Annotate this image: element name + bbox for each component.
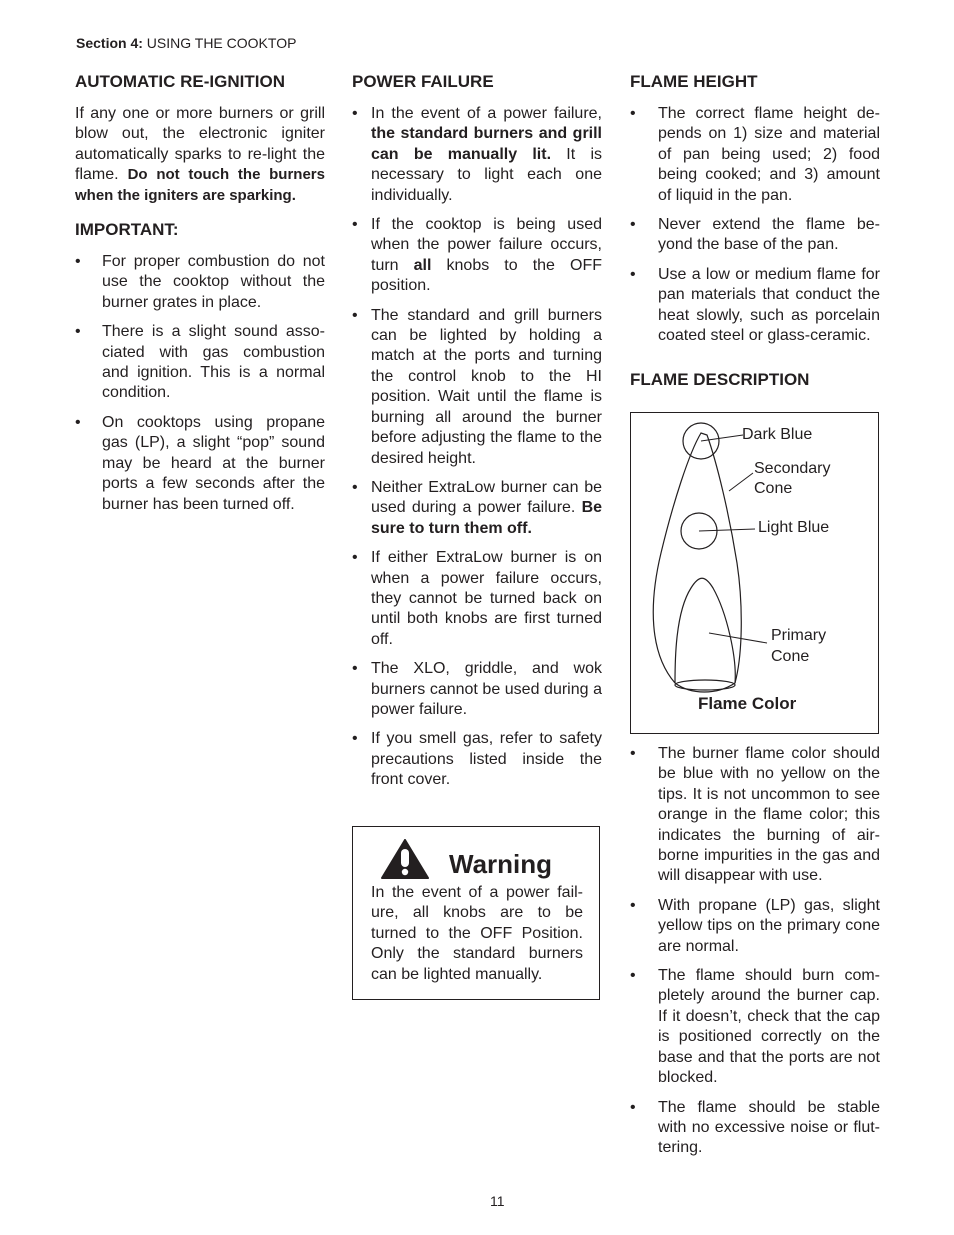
label-dark-blue: Dark Blue <box>742 426 813 443</box>
important-list <box>75 252 325 515</box>
label-secondary-cone: Cone <box>754 480 793 497</box>
heading-flame-description: FLAME DESCRIPTION <box>630 370 810 390</box>
section-label: Section 4: <box>76 35 143 51</box>
list-item: • With propane (LP) gas, slight yellow tips on the primary cone are normal. <box>630 896 880 955</box>
list-item: • Never extend the flame be-yond the base of the pan. <box>630 216 880 254</box>
list-item: • There is a slight sound asso-ciated with gas combustion and ignition. This is a normal condition. <box>75 323 325 402</box>
warning-title: Warning <box>449 849 553 879</box>
list-item: • If the cooktop is being used when the power failure occurs, turn all knobs to the OFF position. <box>352 216 603 295</box>
list-item: • In the event of a power failure, the standard burners and grill can be manually lit. It is necessary to light each one individually. <box>352 105 602 204</box>
heading-auto-reignition: AUTOMATIC RE-IGNITION <box>75 72 285 91</box>
list-item: • The flame should be stable with no excessive noise or flut-tering. <box>630 1098 880 1157</box>
list-item: • Neither ExtraLow burner can be used during a power failure. Be sure to turn them off. <box>352 478 603 537</box>
list-item: • On cooktops using propane gas (LP), a slight “pop” sound may be heard at the burner ports a few seconds after the burner has been turned off. <box>75 413 325 513</box>
list-item: • The standard and grill burners can be lighted by holding a match at the ports and turning the control knob to the HI position. Wait until the flame is burning all around the burner before adjusting the flame to the desired height. <box>352 306 602 467</box>
reignition-paragraph <box>75 104 325 206</box>
column-power-failure <box>352 70 602 800</box>
warning-text: In the event of a power fail-ure, all knobs are to be turned to the OFF Position. Only the standard burners can be lighted manually. <box>371 884 583 983</box>
page-number: 11 <box>490 1193 505 1209</box>
list-item: • The XLO, griddle, and wok burners cannot be used during a power failure. <box>352 660 602 718</box>
list-item: • The flame should burn com-pletely around the burner cap. If it doesn’t, check that the cap is positioned correctly on the base and that the ports are not blocked. <box>630 967 880 1087</box>
list-item: • If either ExtraLow burner is on when a power failure occurs, they cannot be turned back on until both knobs are first turned off. <box>352 549 602 648</box>
warning-box <box>352 826 600 1000</box>
heading-power-failure: POWER FAILURE <box>352 72 494 91</box>
column-flame-height <box>630 70 880 402</box>
list-item: • For proper combustion do not use the cooktop without the burner grates in place. <box>75 253 325 311</box>
column-auto-reignition <box>75 70 325 524</box>
flame-color-list <box>630 744 880 1159</box>
section-title: USING THE COOKTOP <box>146 35 297 51</box>
list-item: • The burner flame color should be blue with no yellow on the tips. It is not uncommon to see orange in the flame color; this indicates the burning of air-borne impurities in the gas and will disappear with use. <box>630 745 880 885</box>
list-item: • The correct flame height de-pends on 1) size and material of pan being used; 2) food being cooked; and 3) amount of liquid in the pan. <box>630 105 880 204</box>
heading-flame-height: FLAME HEIGHT <box>630 72 758 91</box>
flame-diagram <box>630 412 879 734</box>
warning-triangle-icon <box>381 839 429 884</box>
flame-color-caption: Flame Color <box>698 694 797 713</box>
section-header <box>76 35 296 51</box>
label-secondary: Secondary <box>754 460 831 477</box>
label-primary: Primary <box>771 627 827 644</box>
label-light-blue: Light Blue <box>758 519 830 536</box>
list-item: • Use a low or medium flame for pan materials that conduct the heat slowly, such as porcelain coated steel or glass-ceramic. <box>630 265 880 345</box>
heading-important: IMPORTANT: <box>75 220 179 240</box>
list-item: • If you smell gas, refer to safety precautions listed inside the front cover. <box>352 730 602 789</box>
flame-height-list <box>630 104 880 346</box>
reignition-warning-bold: Do not touch the burners when the igniters are sparking. <box>75 166 325 204</box>
flame-color-notes <box>630 744 880 1168</box>
power-failure-list <box>352 104 602 791</box>
reignition-text: If any one or more burners or grill blow out, the electronic igniter automatically sparks to re-light the flame. <box>75 105 325 184</box>
label-primary-cone: Cone <box>771 648 810 665</box>
